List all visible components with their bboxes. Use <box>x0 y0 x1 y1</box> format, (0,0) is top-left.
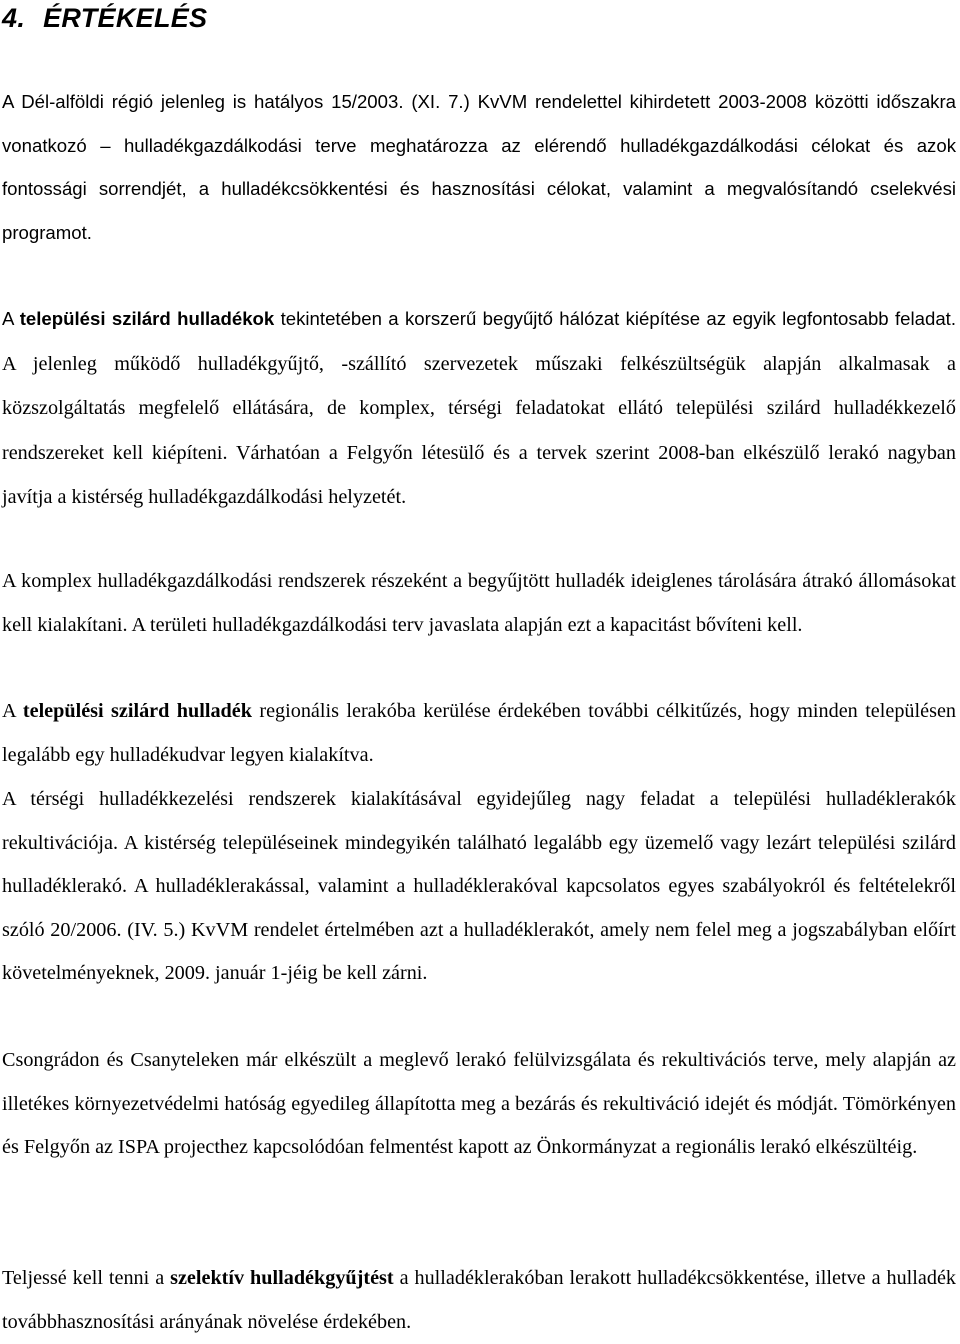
paragraph-selective-collection <box>2 1257 956 1344</box>
paragraph-emphasis: települési szilárd hulladék <box>22 700 252 722</box>
paragraph-emphasis: települési szilárd hulladékok <box>19 308 275 329</box>
paragraph-regional-plan <box>2 80 956 254</box>
section-title: ÉRTÉKELÉS <box>43 3 208 33</box>
paragraph-collection-network <box>2 297 956 520</box>
paragraph-emphasis: szelektív hulladékgyűjtést <box>170 1267 394 1289</box>
paragraph-text-after: a hulladéklerakóban lerakott hulladékcsökkentése, illetve a hulladék továbbhasznosítási arányának növelése érdekében. <box>2 1267 956 1333</box>
paragraph-text-before: A <box>2 308 20 329</box>
paragraph-waste-yard <box>2 690 956 777</box>
section-heading <box>2 0 207 36</box>
paragraph-text: A Dél-alföldi régió jelenleg is hatályos 15/2003. (XI. 7.) KvVM rendelettel kihirdetett 2003-2008 közötti időszakra vonatkozó – hulladékgazdálkodási terve meghatározza az elérendő hulladékgazdálkodási célokat és azok fontossági sorrendjét, a hulladékcsökkentési és hasznosítási célokat, valamint a megvalósítandó cselekvési programot. <box>2 91 956 243</box>
paragraph-text: A térségi hulladékkezelési rendszerek kialakításával egyidejűleg nagy feladat a települési hulladéklerakók rekultivációja. A kistérség településeinek mindegyikén található legalább egy üzemelő vagy lezárt települési szilárd hulladéklerakó. A hulladéklerakással, valamint a hulladéklerakóval kapcsolatos egyes szabályokról és feltételekről szóló 20/2006. (IV. 5.) KvVM rendelet értelmében azt a hulladéklerakót, amely nem felel meg a jogszabályban előírt követelményeknek, 2009. január 1-jéig be kell zárni. <box>2 788 956 985</box>
paragraph-text-after: tekintetében a korszerű begyűjtő hálózat kiépítése az egyik legfontosabb feladat. <box>274 308 956 329</box>
section-number: 4. <box>2 3 26 33</box>
paragraph-text-before: A <box>2 700 23 722</box>
paragraph-landfill-recultivation <box>2 778 956 996</box>
paragraph-transfer-stations <box>2 560 956 647</box>
paragraph-text: Csongrádon és Csanyteleken már elkészült a meglevő lerakó felülvizsgálata és rekultivációs terve, mely alapján az illetékes környezetvédelmi hatóság egyedileg állapította meg a bezárás és rekultiváció idejét és módját. Tömörkényen és Felgyőn az ISPA projecthez kapcsolódóan felmentést kapott az Önkormányzat a regionális lerakó elkészültéig. <box>2 1049 956 1159</box>
paragraph-text-rest: A jelenleg működő hulladékgyűjtő, -szállító szervezetek műszaki felkészültségük alapján alkalmasak a közszolgáltatás megfelelő ellátására, de komplex, térségi feladatokat ellátó települési szilárd hulladékkezelő rendszereket kell kiépíteni. Várhatóan a Felgyőn létesülő és a tervek szerint 2008-ban elkészülő lerakó nagyban javítja a kistérség hulladékgazdálkodási helyzetét. <box>2 352 956 509</box>
paragraph-text-before: Teljessé kell tenni a <box>2 1267 171 1289</box>
paragraph-local-landfills <box>2 1039 956 1170</box>
paragraph-text-after: regionális lerakóba kerülése érdekében további célkitűzés, hogy minden településen legalább egy hulladékudvar legyen kialakítva. <box>2 700 956 766</box>
paragraph-text: A komplex hulladékgazdálkodási rendszerek részeként a begyűjtött hulladék ideiglenes tárolására átrakó állomásokat kell kialakítani. A területi hulladékgazdálkodási terv javaslata alapján ezt a kapacitást bővíteni kell. <box>2 570 956 636</box>
